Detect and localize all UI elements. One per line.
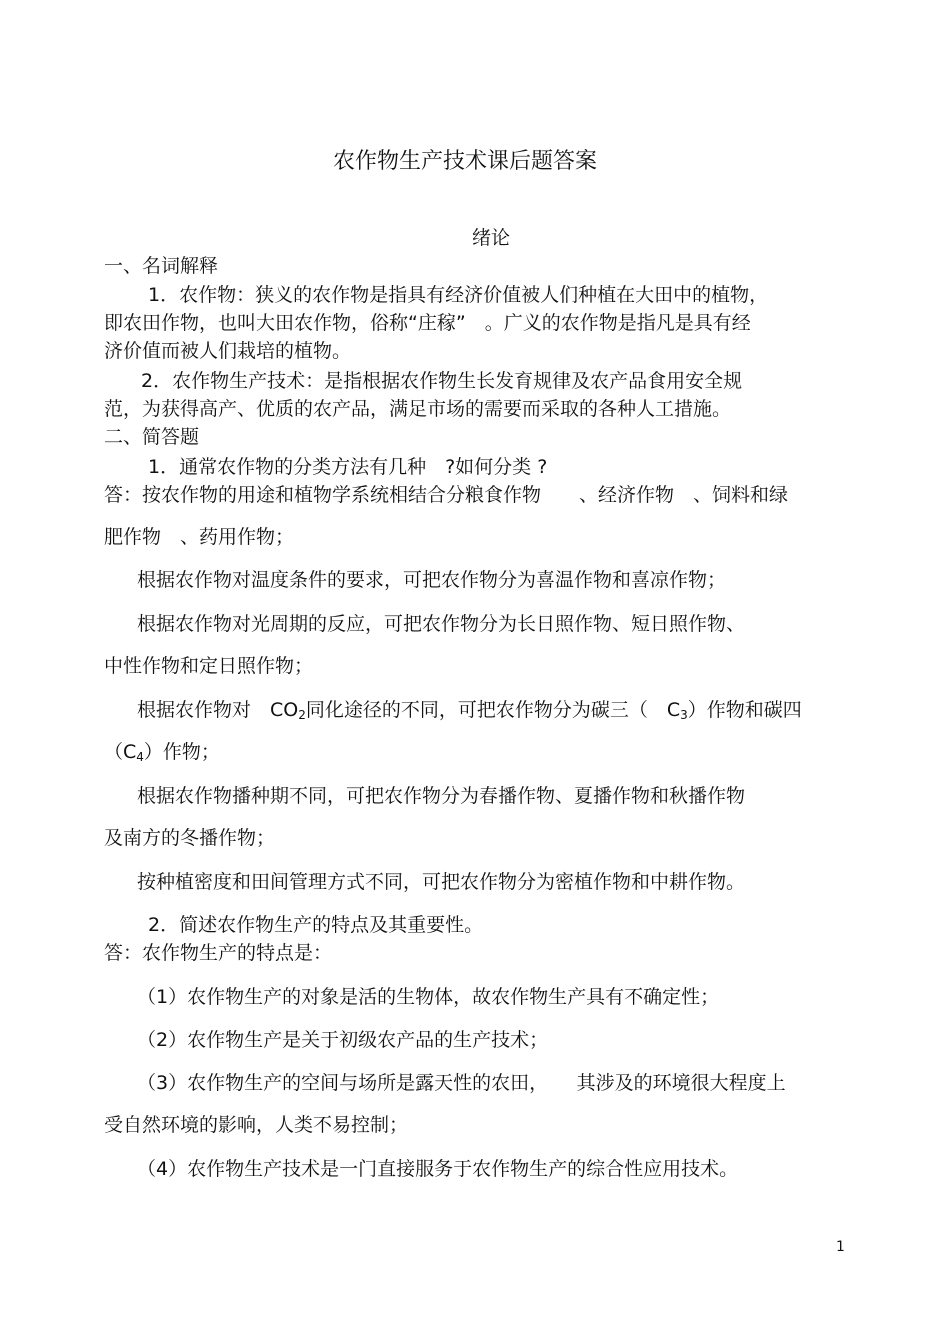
answer-1-line-7-end: ）作物；: [143, 741, 220, 763]
answer-2-intro: 答：农作物生产的特点是：: [104, 942, 333, 964]
question-2: 2．简述农作物生产的特点及其重要性。: [148, 914, 484, 936]
section-heading-short-answer: 二、简答题: [104, 426, 200, 448]
definition-2-line-2: 范，为获得高产、优质的农产品，满足市场的需要而采取的各种人工措施。: [104, 398, 732, 420]
answer-1-line-7-start: （C: [104, 741, 137, 763]
answer-1-line-10: 按种植密度和田间管理方式不同，可把农作物分为密植作物和中耕作物。: [137, 871, 746, 893]
page-number: 1: [836, 1239, 845, 1255]
c3-subscript: 3: [680, 708, 688, 722]
page-title: 农作物生产技术课后题答案: [333, 149, 598, 174]
answer-1-line-6-end: ）作物和碳四: [687, 699, 802, 721]
answer-1-line-3: 根据农作物对温度条件的要求，可把农作物分为喜温作物和喜凉作物；: [137, 569, 727, 591]
answer-2-point-4: （4）农作物生产技术是一门直接服务于农作物生产的综合性应用技术。: [137, 1158, 739, 1180]
answer-2-point-3-line-1: （3）农作物生产的空间与场所是露天性的农田， 其涉及的环境很大程度上: [137, 1072, 786, 1094]
answer-1-line-6: [137, 698, 802, 727]
chapter-heading: 绪论: [472, 227, 511, 249]
answer-1-line-5: 中性作物和定日照作物；: [104, 655, 314, 677]
co2-subscript: 2: [298, 708, 306, 722]
c4-subscript: 4: [136, 750, 144, 764]
answer-1-line-1: 答：按农作物的用途和植物学系统相结合分粮食作物 、经济作物 、饲料和绿: [104, 484, 789, 506]
answer-2-point-2: （2）农作物生产是关于初级农产品的生产技术；: [137, 1029, 549, 1051]
answer-1-line-9: 及南方的冬播作物；: [104, 827, 276, 849]
answer-1-line-6-middle: 同化途径的不同，可把农作物分为碳三（ C: [305, 699, 681, 721]
definition-1-line-1: 1．农作物：狭义的农作物是指具有经济价值被人们种植在大田中的植物，: [148, 284, 769, 306]
answer-2-point-3-line-2: 受自然环境的影响，人类不易控制；: [104, 1114, 409, 1136]
question-1: 1．通常农作物的分类方法有几种 ?如何分类 ?: [148, 456, 548, 478]
answer-1-line-8: 根据农作物播种期不同，可把农作物分为春播作物、夏播作物和秋播作物: [137, 785, 746, 807]
answer-1-line-7: [104, 740, 220, 769]
section-heading-definitions: 一、名词解释: [104, 255, 219, 277]
answer-1-line-6-start: 根据农作物对 CO: [137, 699, 299, 721]
answer-1-line-4: 根据农作物对光周期的反应，可把农作物分为长日照作物、短日照作物、: [137, 613, 746, 635]
definition-1-line-2: 即农田作物，也叫大田农作物，俗称“庄稼” 。广义的农作物是指凡是具有经: [104, 312, 751, 334]
definition-1-line-3: 济价值而被人们栽培的植物。: [104, 340, 352, 362]
answer-1-line-2: 肥作物 、药用作物；: [104, 526, 295, 548]
definition-2-line-1: 2．农作物生产技术：是指根据农作物生长发育规律及农产品食用安全规: [141, 370, 743, 392]
answer-2-point-1: （1）农作物生产的对象是活的生物体，故农作物生产具有不确定性；: [137, 986, 720, 1008]
